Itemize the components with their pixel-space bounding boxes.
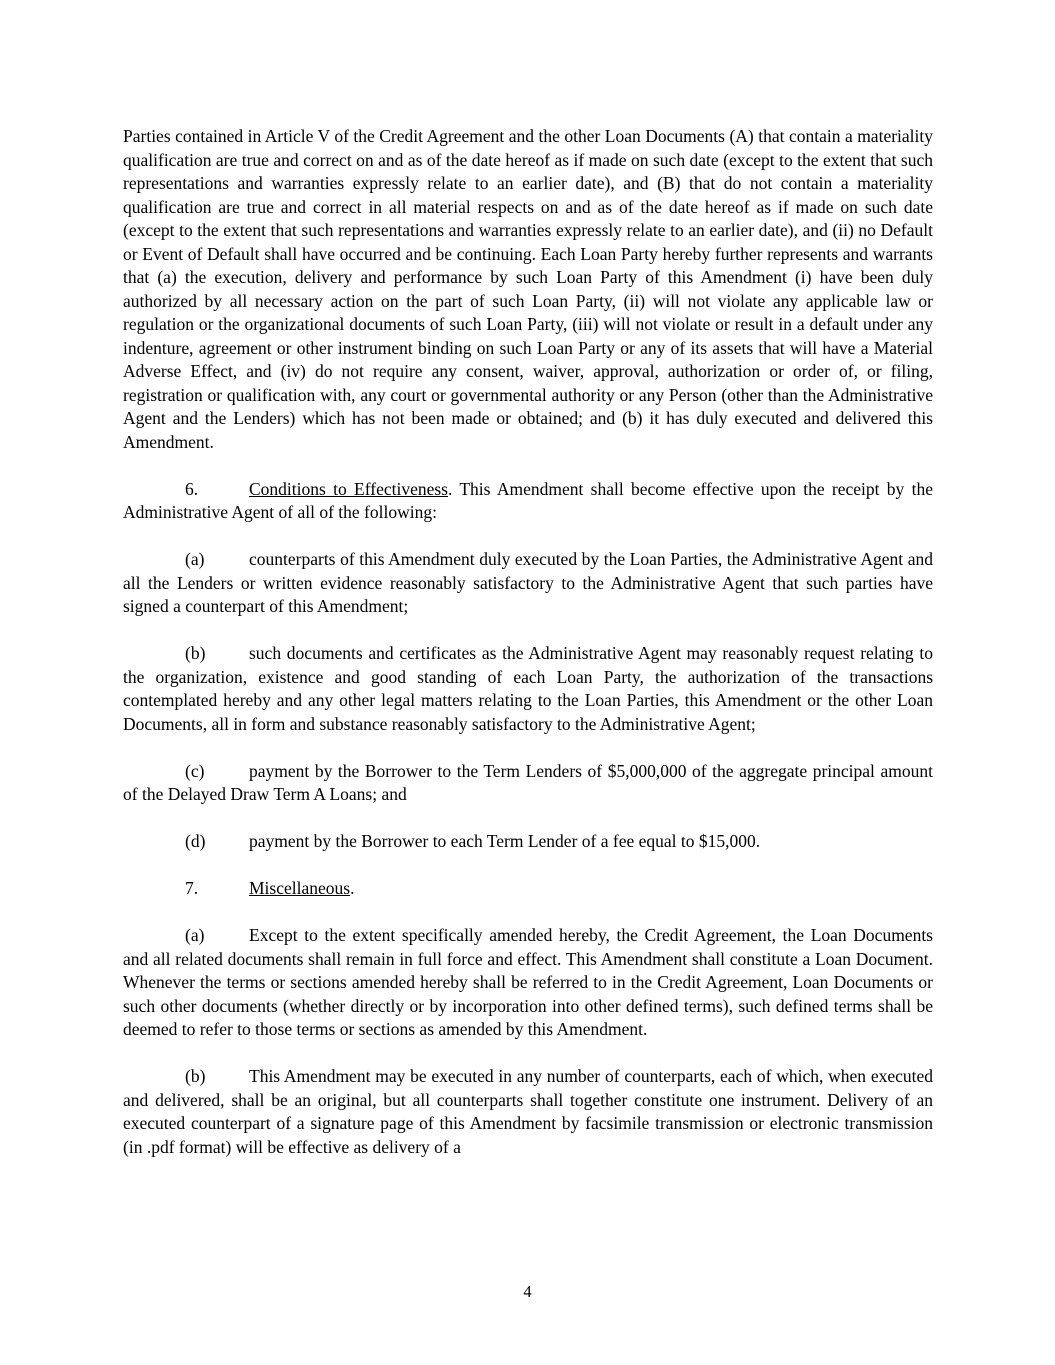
list-item-6d [123, 830, 933, 854]
item-label-7a: (a) [185, 925, 205, 945]
list-item-6b [123, 642, 933, 736]
section-6-number: 6. [185, 478, 199, 499]
item-text-7a: Except to the extent specifically amended hereby, the Credit Agreement, the Loan Documents and all related documents shall remain in full force and effect. This Amendment shall constitute a Loan Document. Whenever the terms or sections amended hereby shall be referred to in the Credit Agreement, Loan Documents or such other documents (whether directly or by incorporation into other defined terms), such defined terms shall be deemed to refer to those terms or sections as amended by this Amendment. [123, 925, 933, 1039]
item-label-6c: (c) [185, 760, 205, 781]
item-label-7b: (b) [185, 1066, 206, 1086]
section-6-title: Conditions to Effectiveness [249, 478, 448, 499]
list-item-6c [123, 760, 933, 807]
paragraph-continuation: Parties contained in Article V of the Credit Agreement and the other Loan Documents (A) that contain a materiality qualification are true and correct on and as of the date hereof as if made on such date (except to the extent that such representations and warranties expressly relate to an earlier date), and (B) that do not contain a materiality qualification are true and correct in all material respects on and as of the date hereof as if made on such date (except to the extent that such representations and warranties expressly relate to an earlier date), and (ii) no Default or Event of Default shall have occurred and be continuing. Each Loan Party hereby further represents and warrants that (a) the execution, delivery and performance by such Loan Party of this Amendment (i) have been duly authorized by all necessary action on the part of such Loan Party, (ii) will not violate any applicable law or regulation or the organizational documents of such Loan Party, (iii) will not violate or result in a default under any indenture, agreement or other instrument binding on such Loan Party or any of its assets that will have a Material Adverse Effect, and (iv) do not require any consent, waiver, approval, authorization or order of, or filing, registration or qualification with, any court or governmental authority or any Person (other than the Administrative Agent and the Lenders) which has not been made or obtained; and (b) it has duly executed and delivered this Amendment. [123, 126, 933, 452]
section-6-intro-text: . This Amendment shall become effective upon the receipt by the Administrative Agent of all of the following: [123, 478, 933, 522]
item-text-7b: This Amendment may be executed in any number of counterparts, each of which, when executed and delivered, shall be an original, but all counterparts shall together constitute one instrument. Delivery of an executed counterpart of a signature page of this Amendment by facsimile transmission or electronic transmission (in .pdf format) will be effective as delivery of a [123, 1066, 933, 1157]
item-label-6d: (d) [185, 831, 206, 851]
list-item-7a [123, 924, 933, 1042]
item-label-6b: (b) [185, 643, 206, 663]
page-number: 4 [523, 1281, 532, 1301]
item-label-6a: (a) [185, 549, 205, 569]
item-text-6c: payment by the Borrower to the Term Lenders of $5,000,000 of the aggregate principal amount of the Delayed Draw Term A Loans; and [123, 760, 933, 804]
document-body [123, 125, 933, 1159]
section-6-heading [123, 478, 933, 525]
section-7-number: 7. [185, 878, 199, 898]
list-item-6a [123, 548, 933, 619]
item-text-6d: payment by the Borrower to each Term Lender of a fee equal to $15,000. [249, 831, 761, 851]
section-7-period: . [350, 878, 355, 898]
item-text-6a: counterparts of this Amendment duly executed by the Loan Parties, the Administrative Agent and all the Lenders or written evidence reasonably satisfactory to the Administrative Agent that such parties have signed a counterpart of this Amendment; [123, 549, 933, 616]
section-7-heading [123, 877, 933, 901]
list-item-7b [123, 1065, 933, 1159]
item-text-6b: such documents and certificates as the Administrative Agent may reasonably request relating to the organization, existence and good standing of each Loan Party, the authorization of the transactions contemplated hereby and any other legal matters relating to the Loan Parties, this Amendment or the other Loan Documents, all in form and substance reasonably satisfactory to the Administrative Agent; [123, 643, 933, 734]
section-7-title: Miscellaneous [249, 878, 351, 898]
